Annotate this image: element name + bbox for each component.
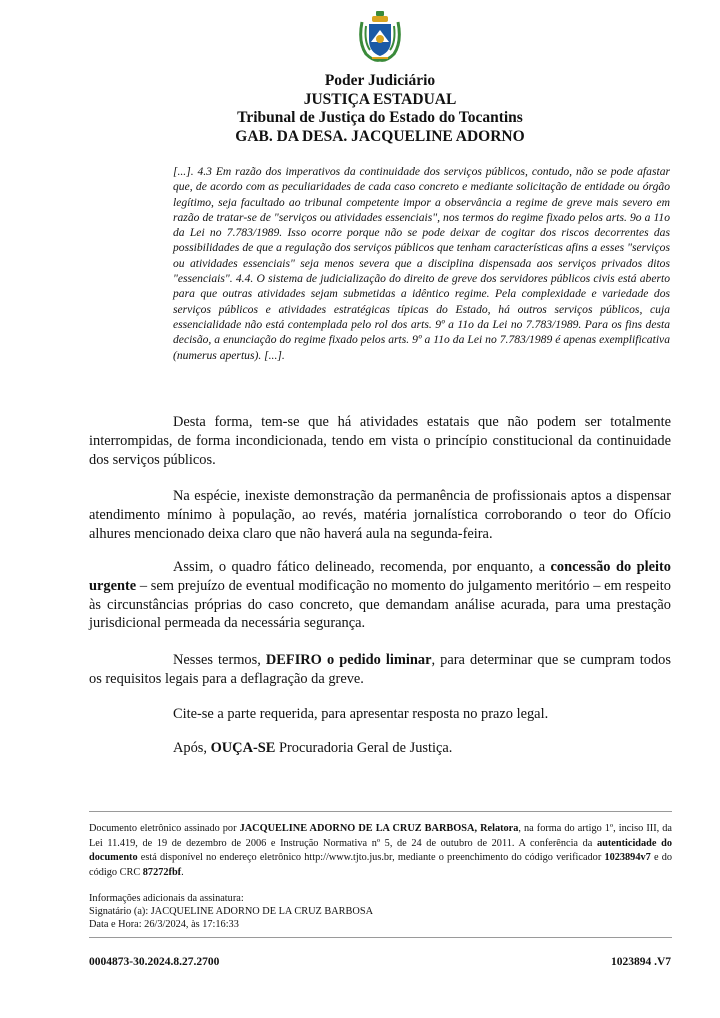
header-line-2: JUSTIÇA ESTADUAL xyxy=(303,90,457,108)
paragraph-3-text-c: – sem prejuízo de eventual modificação no momento do julgamento meritório – em respeito às circunstâncias próprias do caso concreto, que demandam análise acurada, para uma prestação jurisdicional permeada da necessária segurança. xyxy=(89,577,671,632)
header-line-4: GAB. DA DESA. JACQUELINE ADORNO xyxy=(235,127,525,145)
paragraph-6-text-c: Procuradoria Geral de Justiça. xyxy=(275,740,453,756)
divider-bottom xyxy=(89,937,672,938)
paragraph-1: Desta forma, tem-se que há atividades estatais que não podem ser totalmente interrompidas, de forma incondicionada, tendo em vista o princípio constitucional da continuidade dos serviços públicos. xyxy=(89,414,671,468)
document-header xyxy=(0,72,720,146)
header-line-3: Tribunal de Justiça do Estado do Tocantins xyxy=(237,109,523,126)
signature-text-5: . xyxy=(181,866,184,878)
paragraph-6-text-a: Após, xyxy=(173,740,211,756)
paragraph-5: Cite-se a parte requerida, para apresentar resposta no prazo legal. xyxy=(173,706,549,722)
signature-datetime: Data e Hora: 26/3/2024, às 17:16:33 xyxy=(89,918,239,930)
signature-info xyxy=(89,893,672,931)
paragraph-2: Na espécie, inexiste demonstração da permanência de profissionais aptos a dispensar atendimento mínimo à população, ao revés, matéria jornalística corroborando o teor do Ofício alhures mencionado deixa claro que não haverá aula na segunda-feira. xyxy=(89,488,671,542)
document-version: 1023894 .V7 xyxy=(610,956,671,968)
paragraph-6-bold: OUÇA-SE xyxy=(210,740,276,756)
signatory-line: Signatário (a): JACQUELINE ADORNO DE LA CRUZ BARBOSA xyxy=(89,905,374,917)
paragraph-3-bold: concessão do pleito urgente xyxy=(89,559,671,594)
quoted-citation: [...]. 4.3 Em razão dos imperativos da continuidade dos serviços públicos, contudo, não se pode afastar que, de acordo com as peculiaridades de cada caso concreto e mediante solicitação de entidade ou órgão legítimo, seja facultado ao tribunal competente impor a observância a regime de greve mais severo em razão de tratar-se de "serviços ou atividades essenciais", nos termos do regime fixado pelos arts. 9o a 11o da Lei no 7.783/1989. Isso ocorre porque não se pode deixar de cogitar dos riscos decorrentes das possibilidades de que a regulação dos serviços públicos que tenham características afins a esses "serviços ou atividades essenciais" seja menos severa que a disciplina dispensada aos serviços privados ditos "essenciais". 4.4. O sistema de judicialização do direito de greve dos servidores públicos civis está aberto para que outras atividades sejam submetidas a idêntico regime. Pela complexidade e variedade dos serviços públicos e atividades estratégicas típicas do Estado, há outros serviços públicos, cuja essencialidade não está contemplada pelo rol dos arts. 9º a 11o da Lei no 7.783/1989. Para os fins desta decisão, a enunciação do regime fixado pelos arts. 9º a 11o da Lei no 7.783/1989 é apenas exemplificativa (numerus apertus). [...]. xyxy=(173,165,670,362)
crc-code: 87272fbf xyxy=(142,866,182,878)
paragraph-3 xyxy=(89,558,671,633)
paragraph-4 xyxy=(89,651,671,689)
process-number: 0004873-30.2024.8.27.2700 xyxy=(89,956,220,968)
signature-block xyxy=(89,822,672,880)
paragraph-4-text-a: Nesses termos, xyxy=(173,652,266,668)
divider-top xyxy=(89,811,672,812)
paragraph-6 xyxy=(89,739,671,758)
signature-text-1: Documento eletrônico assinado por xyxy=(89,823,240,834)
header-line-1: Poder Judiciário xyxy=(324,72,436,89)
signature-text-3: está disponível no endereço eletrônico http://www.tjto.jus.br, mediante o preenchimento do código verificador xyxy=(137,852,605,863)
authenticity-label: autenticidade do documento xyxy=(89,837,672,863)
signature-info-title: Informações adicionais da assinatura: xyxy=(89,893,244,904)
verification-code: 1023894v7 xyxy=(604,852,651,863)
signature-text-2: , na forma do artigo 1º, inciso III, da Lei 11.419, de 19 de dezembro de 2006 e Instrução Normativa nº 5, de 24 de outubro de 2011. A conferência da xyxy=(89,823,672,849)
paragraph-4-text-c: , para determinar que se cumpram todos os requisitos legais para a deflagração da greve. xyxy=(89,652,671,687)
signer-name: JACQUELINE ADORNO DE LA CRUZ BARBOSA, Relatora xyxy=(239,823,519,834)
signature-text-4: e do código CRC xyxy=(89,852,672,878)
coat-of-arms-icon xyxy=(356,8,404,62)
paragraph-4-bold: DEFIRO o pedido liminar xyxy=(265,652,432,668)
paragraph-3-text-a: Assim, o quadro fático delineado, recomenda, por enquanto, a xyxy=(173,559,551,575)
